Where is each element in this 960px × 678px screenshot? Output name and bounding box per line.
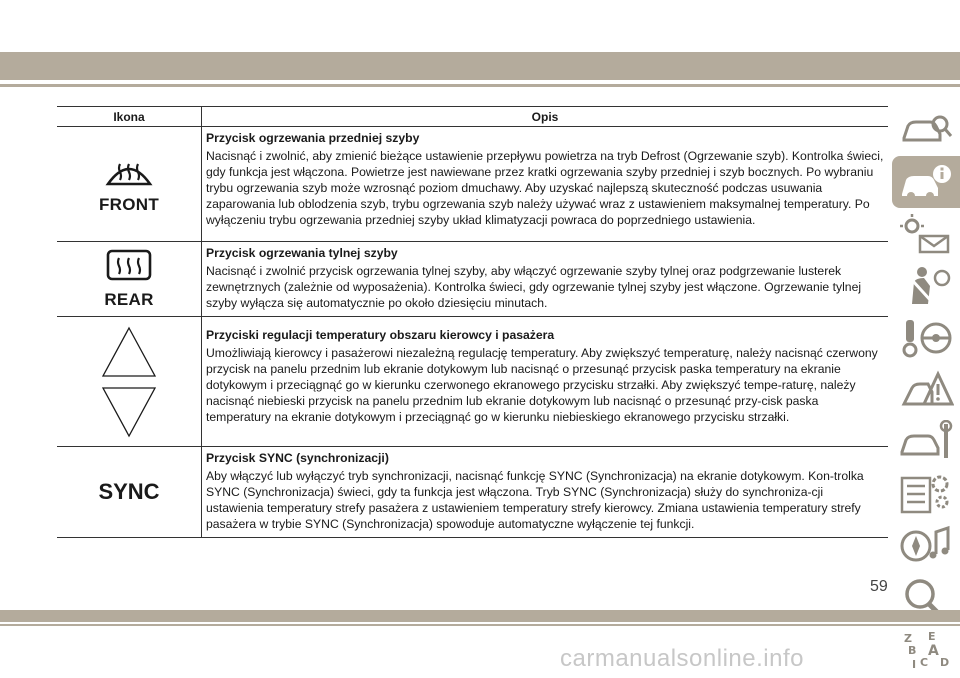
tab-multimedia[interactable] <box>892 520 960 572</box>
svg-text:C: C <box>920 656 929 669</box>
sync-text-icon: SYNC <box>98 479 160 504</box>
tab-starting-driving[interactable] <box>892 312 960 364</box>
temperature-down-arrow-icon <box>99 384 159 440</box>
svg-text:I: I <box>912 658 917 671</box>
seatbelt-airbag-icon <box>898 264 954 308</box>
bottom-decorative-band <box>0 610 960 622</box>
warning-light-mail-icon <box>898 212 954 256</box>
watermark: carmanualsonline.info <box>560 645 804 672</box>
page-number: 59 <box>870 578 888 595</box>
tab-emergency[interactable] <box>892 364 960 416</box>
description-cell <box>202 242 889 317</box>
table-row <box>57 317 888 447</box>
svg-text:Z: Z <box>904 632 912 645</box>
controls-table <box>57 106 888 538</box>
hazard-triangle-icon <box>898 368 954 412</box>
header-icon: Ikona <box>57 107 202 127</box>
tab-index[interactable] <box>892 624 960 676</box>
car-search-icon <box>898 108 954 152</box>
alphabet-index-icon <box>898 628 954 672</box>
temperature-up-arrow-icon <box>99 324 159 380</box>
rear-icon-label: REAR <box>104 289 154 309</box>
bottom-decorative-line <box>0 624 960 626</box>
rear-defrost-icon <box>106 249 152 283</box>
icon-cell <box>57 317 202 447</box>
svg-text:B: B <box>908 644 917 657</box>
row-description: Nacisnąć i zwolnić, aby zmienić bieżące ustawienie przepływu powietrza na tryb Defrost (Ogrzewanie szyb). Kontrolka świeci, gdy funkcja jest włączona. Powietrze jest nawiewane przez kratki ogrzewania szyby przedniej i szyb bocznych. Po wybraniu trybu ogrzewania szyb może wzrosnąć poziom dmuchawy. Aby uzyskać najlepszą skuteczność podczas usuwania zaparowania lub oblodzenia szyb, trybu ogrzewania szyb należy używać wraz z ustawieniem maksymalnej temperatury. Po wyłączeniu trybu ogrzewania przedniej szyby układ klimatyzacji powraca do poprzedniego ustawienia. <box>206 149 884 227</box>
row-title: Przyciski regulacji temperatury obszaru kierowcy i pasażera <box>206 328 555 342</box>
row-title: Przycisk ogrzewania przedniej szyby <box>206 131 420 145</box>
row-description: Aby włączyć lub wyłączyć tryb synchronizacji, nacisnąć funkcję SYNC (Synchronizacja) na ekranie dotykowym. Kon-trolka SYNC (Synchronizacja) świeci, gdy ta funkcja jest włączona. Tryb SYNC (Synchronizacja) służy do synchroniza-cji ustawienia temperatury strefy pasażera z ustawieniem temperatury strefy kierowcy. Zmiana ustawienia temperatury strefy pasażera w trybie SYNC (Synchronizacja) spowoduje automatyczne wyłączenie tej funkcji. <box>206 469 864 531</box>
row-description: Nacisnąć i zwolnić przycisk ogrzewania tylnej szyby, aby włączyć ogrzewanie szyby tylnej oraz podgrzewanie lusterek zewnętrznych (zależnie od wyposażenia). Kontrolka świeci, gdy ogrzewanie tylnej szyby jest włączone. Ogrzewanie tylnej szyby wyłącza się automatycznie po około dziesięciu minutach. <box>206 264 862 310</box>
key-steering-wheel-icon <box>898 316 954 360</box>
table-row <box>57 447 888 538</box>
tab-technical-specs[interactable] <box>892 468 960 520</box>
top-decorative-band <box>0 52 960 80</box>
table-header-row <box>57 107 888 127</box>
svg-text:A: A <box>928 643 939 659</box>
row-description: Umożliwiają kierowcy i pasażerowi niezależną regulację temperatury. Aby zwiększyć temperaturę, należy nacisnąć czerwony przycisk na panelu przednim lub ekranie dotykowym lub nacisnąć o przesunąć przycisk paska temperatury na ekranie dotykowym i przeciągnąć go w kierunku czerwonego ekranowego przycisku strzałki. Aby zwiększyć tempe-raturę, należy nacisnąć niebieski przycisk na panelu przednim lub ekranie dotykowym lub nacisnąć o przesunąć przy-cisk paska temperatury na ekranie dotykowym i przeciągnąć go w kierunku niebieskiego ekranowego przycisku strzałki. <box>206 346 878 424</box>
icon-cell <box>57 127 202 242</box>
header-description: Opis <box>202 107 889 127</box>
tab-vehicle-overview[interactable] <box>892 104 960 156</box>
description-cell <box>202 317 889 447</box>
top-decorative-line <box>0 84 960 87</box>
chapter-tabs <box>892 104 960 676</box>
tab-controls-info[interactable] <box>892 156 960 208</box>
front-defrost-icon <box>104 154 154 188</box>
icon-cell <box>57 447 202 538</box>
table-row <box>57 127 888 242</box>
music-navigation-icon <box>898 524 954 568</box>
table-row <box>57 242 888 317</box>
car-info-icon <box>898 160 954 204</box>
car-wrench-icon <box>898 420 954 464</box>
row-title: Przycisk SYNC (synchronizacji) <box>206 451 389 465</box>
tab-safety[interactable] <box>892 260 960 312</box>
svg-text:E: E <box>928 630 936 643</box>
description-cell <box>202 447 889 538</box>
svg-text:D: D <box>940 656 950 669</box>
row-title: Przycisk ogrzewania tylnej szyby <box>206 246 398 260</box>
icon-cell <box>57 242 202 317</box>
tab-servicing[interactable] <box>892 416 960 468</box>
tab-warning-lights[interactable] <box>892 208 960 260</box>
front-icon-label: FRONT <box>98 194 160 214</box>
description-cell <box>202 127 889 242</box>
list-gears-icon <box>898 472 954 516</box>
